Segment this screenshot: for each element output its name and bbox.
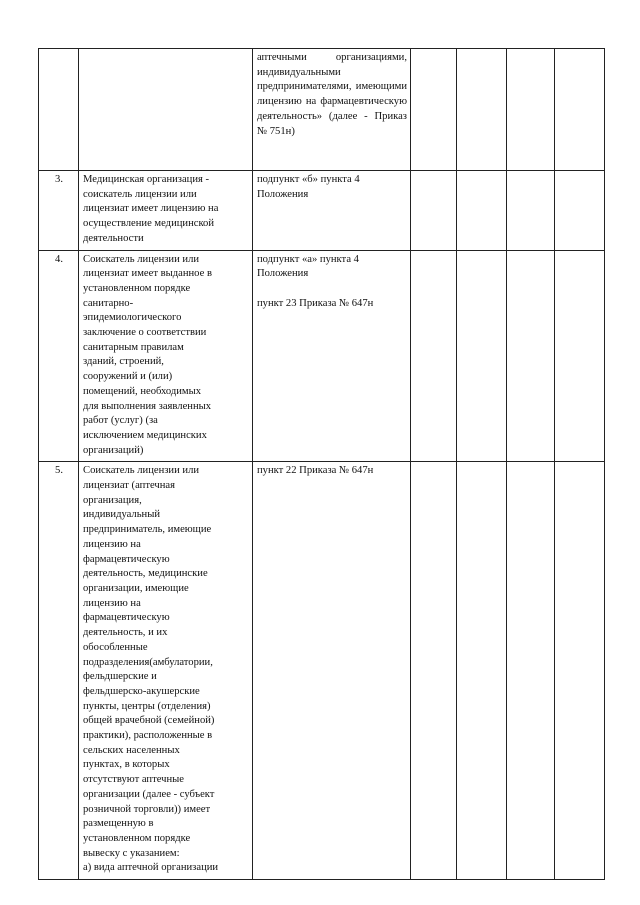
- table-row: [39, 462, 605, 880]
- empty-cell: [507, 462, 555, 880]
- empty-cell: [507, 49, 555, 171]
- legal-reference: подпункт «б» пункта 4 Положения: [253, 171, 411, 251]
- empty-cell: [457, 462, 507, 880]
- requirement-text: [79, 49, 253, 171]
- requirement-text: Соискатель лицензии или лицензиат (аптечная организация, индивидуальный предприниматель, имеющие лицензию на фармацевтическую деятельность, медицинские организации, имеющие лицензию на фармацевтическую деятельность, и их обособленные подразделения(амбулатории, фельдшерские и фельдшерско-акушерские пункты, центры (отделения) общей врачебной (семейной) практики), расположенные в сельских населенных пунктах, в которых отсутствуют аптечные организации (далее - субъект розничной торговли)) имеет размещенную в установленном порядке вывеску с указанием: а) вида аптечной организации: [79, 462, 253, 880]
- empty-cell: [555, 171, 605, 251]
- table-row: [39, 250, 605, 462]
- requirements-table: [38, 48, 605, 880]
- empty-cell: [411, 462, 457, 880]
- empty-cell: [411, 171, 457, 251]
- row-number: [39, 49, 79, 171]
- empty-cell: [457, 250, 507, 462]
- empty-cell: [555, 462, 605, 880]
- legal-reference: аптечными организациями, индивидуальными предпринимателями, имеющими лицензию на фармацевтическую деятельность» (далее - Приказ № 751н): [253, 49, 411, 171]
- requirement-text: Медицинская организация - соискатель лицензии или лицензиат имеет лицензию на осуществление медицинской деятельности: [79, 171, 253, 251]
- requirement-text: Соискатель лицензии или лицензиат имеет выданное в установленном порядке санитарно- эпидемиологического заключение о соответствии санитарным правилам зданий, строений, сооружений и (или) помещений, необходимых для выполнения заявленных работ (услуг) (за исключением медицинских организаций): [79, 250, 253, 462]
- empty-cell: [507, 171, 555, 251]
- table-row: [39, 171, 605, 251]
- empty-cell: [411, 250, 457, 462]
- empty-cell: [457, 49, 507, 171]
- empty-cell: [507, 250, 555, 462]
- empty-cell: [457, 171, 507, 251]
- legal-reference: подпункт «а» пункта 4 Положения пункт 23 Приказа № 647н: [253, 250, 411, 462]
- legal-reference: пункт 22 Приказа № 647н: [253, 462, 411, 880]
- row-number: 3.: [39, 171, 79, 251]
- empty-cell: [555, 49, 605, 171]
- table-row: [39, 49, 605, 171]
- empty-cell: [555, 250, 605, 462]
- row-number: 4.: [39, 250, 79, 462]
- empty-cell: [411, 49, 457, 171]
- row-number: 5.: [39, 462, 79, 880]
